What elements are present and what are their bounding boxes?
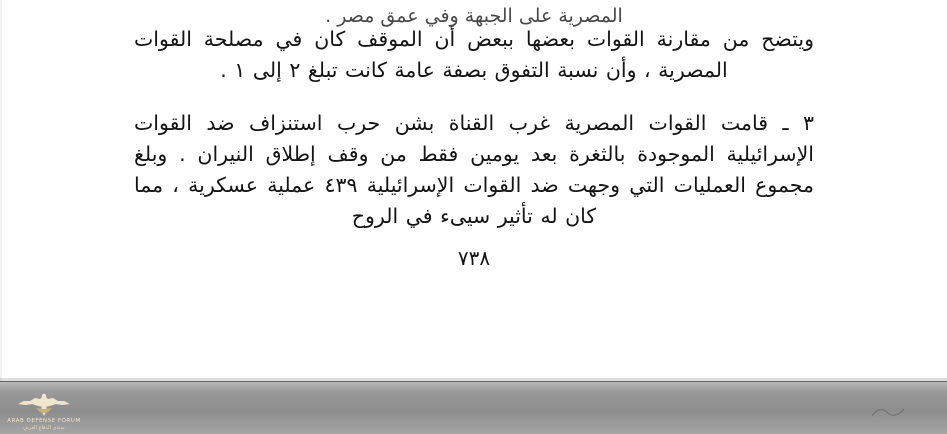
bar-scribble-icon — [871, 406, 905, 418]
clipped-top-line: المصرية على الجبهة وفي عمق مصر . — [325, 5, 623, 27]
forum-logo — [6, 392, 82, 432]
forum-title-ar: منتدى الدفاع العربي — [23, 425, 65, 431]
page-text-body — [134, 6, 814, 270]
paragraph-2: ٣ ـ قامت القوات المصرية غرب القناة بشن حرب استنزاف ضد القوات الإسرائيلية الموجودة بالثغرة بعد يومين فقط من وقف إطلاق النيران . وبلغ مجموع العمليات التي وجهت ضد القوات الإسرائيلية ٤٣٩ عملية عسكرية ، مما كان له تأثير سيىء في الروح — [134, 111, 814, 228]
paragraph-1: ويتضح من مقارنة القوات بعضها ببعض أن الموقف كان في مصلحة القوات المصرية ، وأن نسبة التفوق بصفة عامة كانت تبلغ ٢ إلى ١ . — [134, 27, 814, 82]
watermark-bar — [0, 381, 947, 434]
page-number: ٧٣٨ — [457, 246, 491, 270]
scan-edge — [0, 0, 2, 382]
eagle-icon — [12, 392, 76, 418]
forum-title-en: ARAB DEFENSE FORUM — [7, 418, 81, 424]
